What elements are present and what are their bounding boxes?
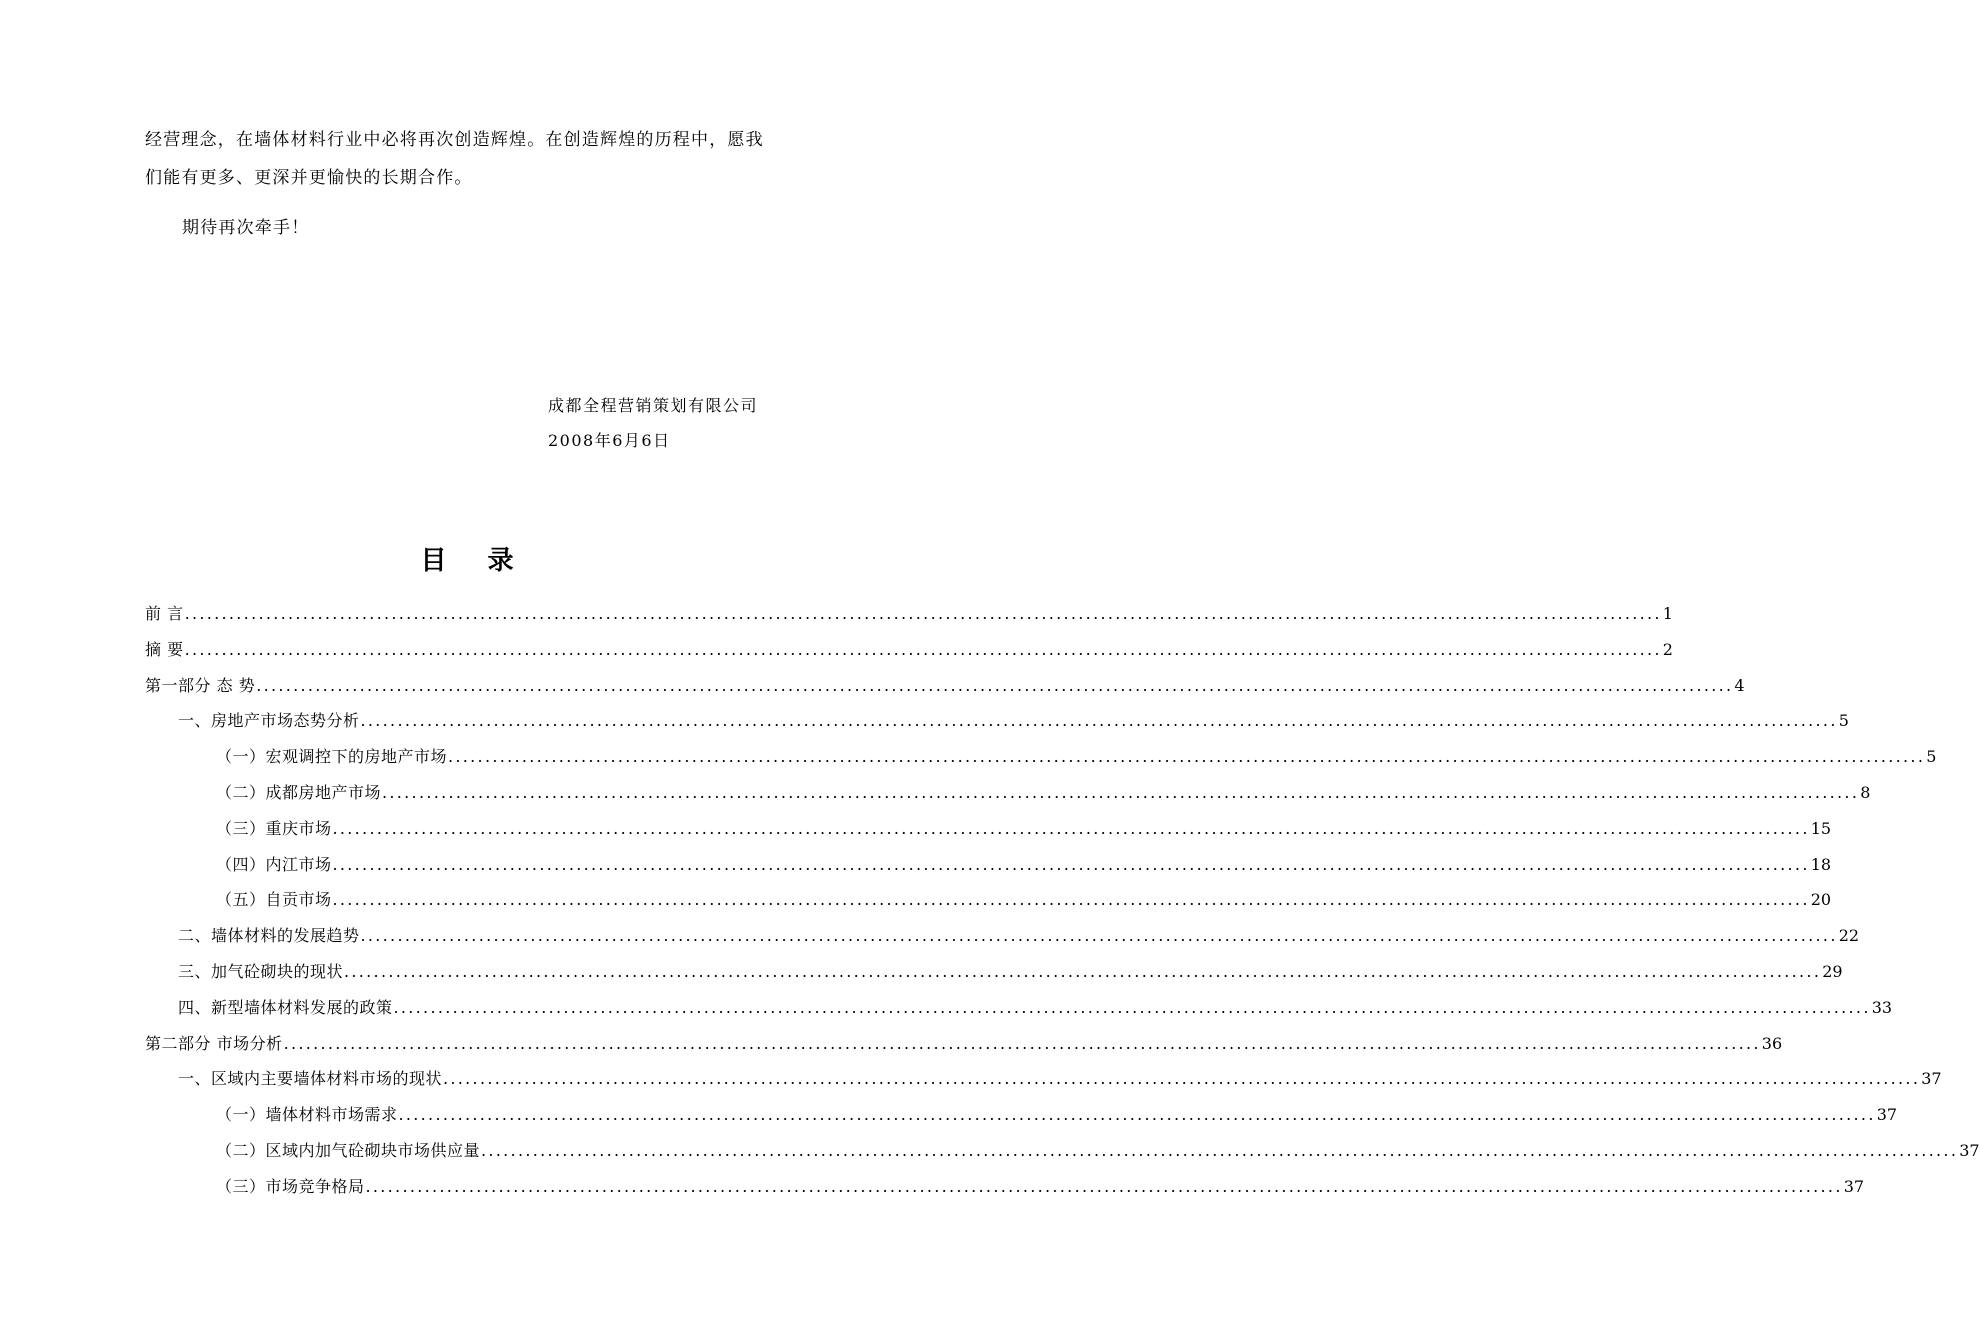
toc-entry-page: 15	[1810, 818, 1832, 838]
toc-entry[interactable]	[216, 780, 1871, 804]
toc-entry-page: 37	[1921, 1069, 1942, 1089]
toc-dot-leader: ........................................................................................................................................................................................................	[398, 1105, 1876, 1125]
toc-entry-label: （四）内江市场	[216, 854, 332, 874]
toc-dot-leader: ........................................................................................................................................................................................................	[332, 854, 1810, 874]
company-name: 成都全程营销策划有限公司	[548, 396, 759, 415]
toc-entry[interactable]	[216, 1174, 1865, 1198]
toc-dot-leader: ........................................................................................................................................................................................................	[344, 962, 1822, 981]
toc-dot-leader: ........................................................................................................................................................................................................	[184, 639, 1662, 659]
toc-entry[interactable]	[145, 637, 1673, 661]
toc-entry[interactable]	[178, 1066, 1942, 1090]
toc-dot-leader: ........................................................................................................................................................................................................	[256, 675, 1734, 695]
toc-entry[interactable]	[178, 708, 1849, 732]
toc-entry-label: （三）重庆市场	[216, 818, 332, 838]
toc-entry-page: 5	[1838, 711, 1849, 731]
toc-entry-page: 33	[1871, 997, 1893, 1017]
toc-entry-label: 一、房地产市场态势分析	[178, 711, 360, 731]
toc-entry-page: 37	[1843, 1176, 1865, 1196]
toc-entry[interactable]	[178, 959, 1843, 983]
toc-entry-label: （二）成都房地产市场	[216, 783, 382, 802]
toc-entry-page: 18	[1810, 854, 1832, 874]
toc-entry-page: 22	[1838, 926, 1860, 946]
toc-entry-page: 36	[1761, 1033, 1783, 1053]
toc-entry-page: 8	[1860, 783, 1871, 802]
toc-entry[interactable]	[216, 1138, 1980, 1162]
toc-dot-leader: ........................................................................................................................................................................................................	[393, 997, 1871, 1017]
toc-entry-page: 37	[1876, 1105, 1898, 1125]
toc-dot-leader: ........................................................................................................................................................................................................	[360, 711, 1838, 731]
toc-entry[interactable]	[145, 673, 1745, 697]
letter-closing: 期待再次牵手！	[182, 218, 310, 238]
toc-entry-label: 三、加气砼砌块的现状	[178, 962, 344, 981]
toc-entry-page: 1	[1662, 604, 1673, 623]
toc-entry-page: 37	[1959, 1141, 1980, 1160]
toc-entry[interactable]	[216, 1102, 1898, 1126]
toc-dot-leader: ........................................................................................................................................................................................................	[332, 890, 1810, 910]
toc-entry-label: 摘 要	[145, 639, 184, 659]
toc-entry-label: 前 言	[145, 604, 184, 623]
toc-entry[interactable]	[216, 744, 1937, 768]
toc-entry[interactable]	[145, 601, 1673, 625]
toc-dot-leader: ........................................................................................................................................................................................................	[365, 1176, 1843, 1196]
toc-entry[interactable]	[178, 995, 1893, 1019]
toc-entry-label: （五）自贡市场	[216, 890, 332, 910]
toc-entry-label: 第一部分 态 势	[145, 675, 256, 695]
toc-dot-leader: ........................................................................................................................................................................................................	[382, 783, 1860, 802]
toc-entry-page: 29	[1822, 962, 1843, 981]
toc-entry-page: 5	[1926, 747, 1937, 767]
toc-entry-label: 四、新型墙体材料发展的政策	[178, 997, 393, 1017]
toc-entry-label: （一）宏观调控下的房地产市场	[216, 747, 448, 767]
toc-entry-label: 第二部分 市场分析	[145, 1033, 283, 1053]
toc-dot-leader: ........................................................................................................................................................................................................	[360, 926, 1838, 946]
toc-entry[interactable]	[145, 1031, 1783, 1055]
letter-paragraph-line-2: 们能有更多、更深并更愉快的长期合作。	[145, 168, 473, 188]
toc-title: 目 录	[420, 546, 530, 576]
toc-dot-leader: ........................................................................................................................................................................................................	[448, 747, 1926, 767]
toc-entry[interactable]	[216, 852, 1832, 876]
toc-entry-label: （二）区域内加气砼砌块市场供应量	[216, 1141, 481, 1160]
toc-entry[interactable]	[178, 923, 1860, 947]
toc-entry-label: 二、墙体材料的发展趋势	[178, 926, 360, 946]
toc-entry[interactable]	[216, 816, 1832, 840]
toc-dot-leader: ........................................................................................................................................................................................................	[443, 1069, 1921, 1089]
toc-dot-leader: ........................................................................................................................................................................................................	[332, 818, 1810, 838]
toc-entry-label: （一）墙体材料市场需求	[216, 1105, 398, 1125]
toc-entry-page: 20	[1810, 890, 1832, 910]
letter-date: 2008年6月6日	[548, 431, 671, 450]
toc-entry-label: 一、区域内主要墙体材料市场的现状	[178, 1069, 443, 1089]
toc-dot-leader: ........................................................................................................................................................................................................	[481, 1141, 1959, 1160]
letter-paragraph-line-1: 经营理念，在墙体材料行业中必将再次创造辉煌。在创造辉煌的历程中，愿我	[145, 130, 764, 150]
toc-entry-label: （三）市场竞争格局	[216, 1176, 365, 1196]
toc-entry-page: 2	[1662, 639, 1673, 659]
toc-entry-page: 4	[1734, 675, 1745, 695]
toc-entry[interactable]	[216, 887, 1832, 911]
toc-dot-leader: ........................................................................................................................................................................................................	[283, 1033, 1761, 1053]
toc-dot-leader: ........................................................................................................................................................................................................	[184, 604, 1662, 623]
